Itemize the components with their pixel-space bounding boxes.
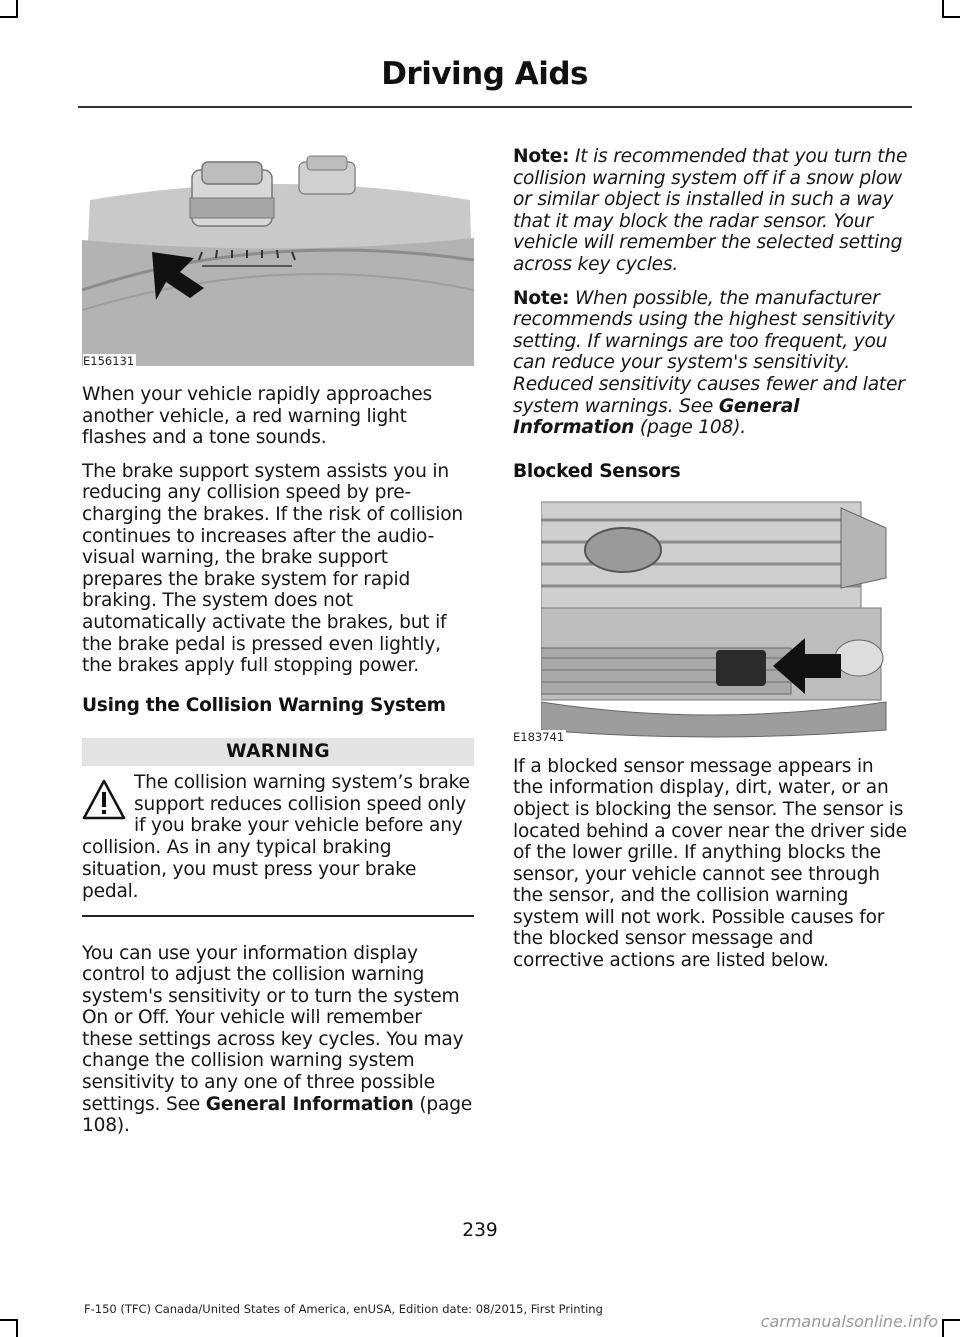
note-text: (page 108).	[634, 417, 746, 439]
watermark: carmanualsonline.info	[760, 1312, 938, 1331]
cross-reference-link[interactable]: General Information	[513, 395, 800, 439]
grille-illustration	[513, 498, 906, 744]
note-text: It is recommended that you turn the collision warning system off if a snow plow or similar object is installed in such a way that it may block the radar sensor. Your vehicle will remember the selected setting across key cycles.	[513, 146, 908, 275]
warning-divider	[82, 915, 474, 917]
section-heading: Blocked Sensors	[513, 460, 681, 482]
right-column	[513, 146, 908, 984]
warning-text: The collision warning system’s brake support reduces collision speed only if you brake your vehicle before any collision. As in any typical braking situation, you must press your brake pedal.	[82, 771, 470, 902]
warning-triangle-icon	[82, 778, 126, 822]
warning-body	[82, 772, 474, 903]
figure-code: E156131	[83, 354, 135, 368]
warning-box	[82, 738, 474, 917]
note-text: When possible, the manufacturer recommends using the highest sensitivity setting. If warnings are too frequent, you can reduce your system's sensitivity. Reduced sensitivity causes fewer and later system warnings. See	[513, 287, 905, 417]
paragraph: If a blocked sensor message appears in the information display, dirt, water, or an object is blocking the sensor. The sensor is located behind a cover near the driver side of the lower grille. If anything blocks the sensor, your vehicle cannot see through the sensor, and the collision warning system will not work. Possible causes for the blocked sensor message and corrective actions are listed below.	[513, 755, 907, 972]
crop-mark	[0, 16, 18, 18]
paragraph-text: You can use your information display control to adjust the collision warning system's sensitivity or to turn the system On or Off. Your vehicle will remember these settings across key cycles. You may change the collision warning system sensitivity to any one of three possible settings. See	[82, 942, 464, 1115]
note-label: Note:	[513, 287, 570, 309]
note-label: Note:	[513, 146, 570, 167]
footer-edition-info: F-150 (TFC) Canada/United States of America, enUSA, Edition date: 08/2015, First Printing	[84, 1302, 603, 1316]
crop-mark	[942, 1319, 944, 1337]
dashboard-windshield-image	[82, 140, 474, 366]
section-heading: Using the Collision Warning System	[82, 694, 446, 716]
front-grille-sensor-image	[541, 498, 906, 742]
figure-code: E183741	[513, 729, 565, 744]
radar-sensor-cover	[716, 650, 766, 686]
crop-mark	[942, 1319, 960, 1321]
left-column	[82, 140, 474, 1149]
crop-mark	[16, 1319, 18, 1337]
dashboard-illustration	[82, 140, 474, 366]
page-number: 239	[462, 1220, 498, 1241]
crop-mark	[0, 1319, 18, 1321]
paragraph-text: (page 108).	[82, 1093, 473, 1137]
warning-title: WARNING	[82, 738, 474, 766]
paragraph: The brake support system assists you in reducing any collision speed by pre-charging the brakes. If the risk of collision continues to increases after the audio-visual warning, the brake support prepares the brake system for rapid braking. The system does not automatically activate the brakes, but if the brake pedal is pressed even lightly, the brakes apply full stopping power.	[82, 460, 463, 677]
page-section-title: Driving Aids	[381, 56, 588, 92]
note	[513, 146, 908, 276]
cross-reference-link[interactable]: General Information	[205, 1093, 414, 1115]
paragraph	[82, 943, 474, 1137]
note	[513, 288, 908, 439]
header-divider	[78, 106, 912, 108]
paragraph: When your vehicle rapidly approaches another vehicle, a red warning light flashes and a tone sounds.	[82, 384, 432, 449]
crop-mark	[942, 16, 960, 18]
